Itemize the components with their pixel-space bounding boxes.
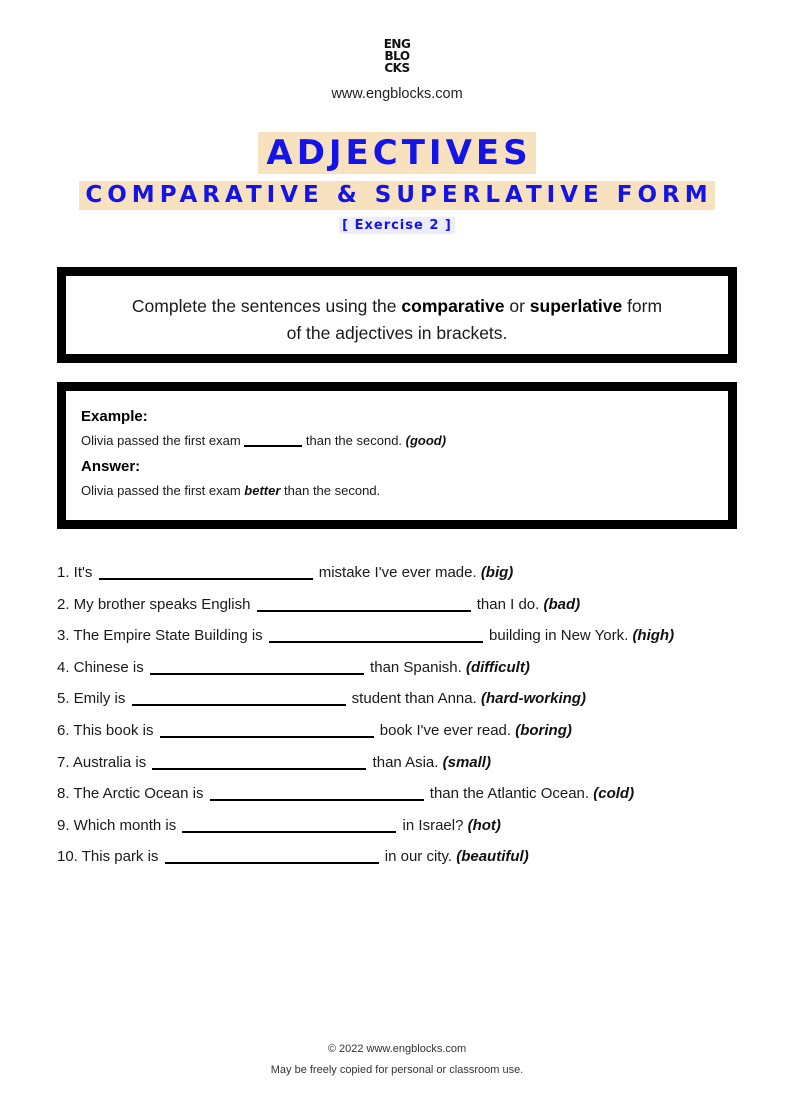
answer-blank[interactable] xyxy=(210,785,424,801)
question-item xyxy=(57,784,777,816)
instructions-box xyxy=(57,267,737,363)
answer-blank[interactable] xyxy=(160,722,374,738)
answer-word: better xyxy=(244,483,281,498)
instructions-text: Complete the sentences using the xyxy=(131,296,402,316)
answer-text: Olivia passed the first exam xyxy=(81,483,245,498)
question-hint: (small) xyxy=(442,753,491,771)
instructions-text: or xyxy=(504,296,530,316)
page-title: ADJECTIVES xyxy=(258,132,535,174)
page-subtitle: COMPARATIVE & SUPERLATIVE FORM xyxy=(79,181,714,210)
question-hint: (boring) xyxy=(515,721,572,739)
answer-text: than the second. xyxy=(280,483,381,498)
instructions-text: form xyxy=(622,296,663,316)
question-item xyxy=(57,563,777,595)
site-url: www.engblocks.com xyxy=(331,86,463,102)
question-item xyxy=(57,658,777,690)
example-label: Example: xyxy=(81,408,148,425)
instructions-line-2: of the adjectives in brackets. xyxy=(286,323,508,343)
engblocks-logo xyxy=(0,38,794,74)
example-box xyxy=(57,382,737,529)
question-hint: (hard-working) xyxy=(480,690,586,708)
question-item xyxy=(57,595,777,627)
question-text: 6. This book is xyxy=(57,721,158,739)
question-text: mistake I've ever made. xyxy=(314,564,481,581)
question-hint: (bad) xyxy=(543,595,581,613)
exercise-label: [ Exercise 2 ] xyxy=(339,217,455,234)
question-text: in Israel? xyxy=(398,816,468,834)
answer-blank[interactable] xyxy=(269,627,483,643)
question-item xyxy=(57,626,777,658)
question-text: student than Anna. xyxy=(347,690,481,708)
question-text: 9. Which month is xyxy=(57,816,181,834)
example-text: Olivia passed the first exam xyxy=(81,433,245,448)
answer-blank[interactable] xyxy=(99,564,313,580)
question-hint: (high) xyxy=(632,627,675,645)
instructions-bold-comparative: comparative xyxy=(401,296,505,316)
question-text: than Asia. xyxy=(368,753,443,771)
example-blank xyxy=(244,433,302,447)
logo-line: ENG xyxy=(383,37,411,51)
subtitle-wrapper xyxy=(0,181,794,210)
instructions-line-1 xyxy=(66,293,728,320)
logo-line: CKS xyxy=(384,61,410,75)
question-hint: (difficult) xyxy=(465,658,530,676)
example-hint: (good) xyxy=(405,433,447,448)
question-hint: (hot) xyxy=(467,816,501,834)
title-wrapper xyxy=(0,132,794,174)
question-text: 3. The Empire State Building is xyxy=(57,627,267,645)
question-hint: (cold) xyxy=(593,785,635,803)
question-item xyxy=(57,847,777,879)
question-text: 2. My brother speaks English xyxy=(57,595,255,613)
answer-blank[interactable] xyxy=(150,659,364,675)
question-item xyxy=(57,689,777,721)
question-text: 10. This park is xyxy=(57,848,163,866)
question-text: 4. Chinese is xyxy=(57,658,148,676)
question-text: than Spanish. xyxy=(365,658,466,676)
example-sentence xyxy=(81,431,728,451)
question-text: 8. The Arctic Ocean is xyxy=(57,785,208,803)
answer-blank[interactable] xyxy=(165,848,379,864)
answer-label: Answer: xyxy=(81,458,141,475)
answer-blank[interactable] xyxy=(132,690,346,706)
footer-note: May be freely copied for personal or classroom use. xyxy=(270,1064,524,1076)
question-item xyxy=(57,816,777,848)
answer-blank[interactable] xyxy=(182,817,396,833)
question-text: 5. Emily is xyxy=(57,690,130,708)
question-text: 7. Australia is xyxy=(57,753,151,771)
footer-copyright: © 2022 www.engblocks.com xyxy=(327,1043,467,1055)
question-hint: (beautiful) xyxy=(456,848,529,866)
question-list xyxy=(57,563,777,879)
question-item xyxy=(57,753,777,785)
question-hint: (big) xyxy=(480,564,514,581)
exercise-wrapper xyxy=(0,216,794,234)
answer-blank[interactable] xyxy=(257,596,471,612)
answer-blank[interactable] xyxy=(152,754,366,770)
question-text: than I do. xyxy=(472,595,544,613)
question-item xyxy=(57,721,777,753)
answer-sentence xyxy=(81,481,728,501)
question-text: building in New York. xyxy=(484,627,633,645)
question-text: book I've ever read. xyxy=(375,721,516,739)
logo-line: BLO xyxy=(384,49,410,63)
question-text: 1. It's xyxy=(57,564,97,581)
instructions-bold-superlative: superlative xyxy=(529,296,623,316)
example-text: than the second. xyxy=(302,433,406,448)
question-text: than the Atlantic Ocean. xyxy=(425,785,594,803)
question-text: in our city. xyxy=(380,848,457,866)
